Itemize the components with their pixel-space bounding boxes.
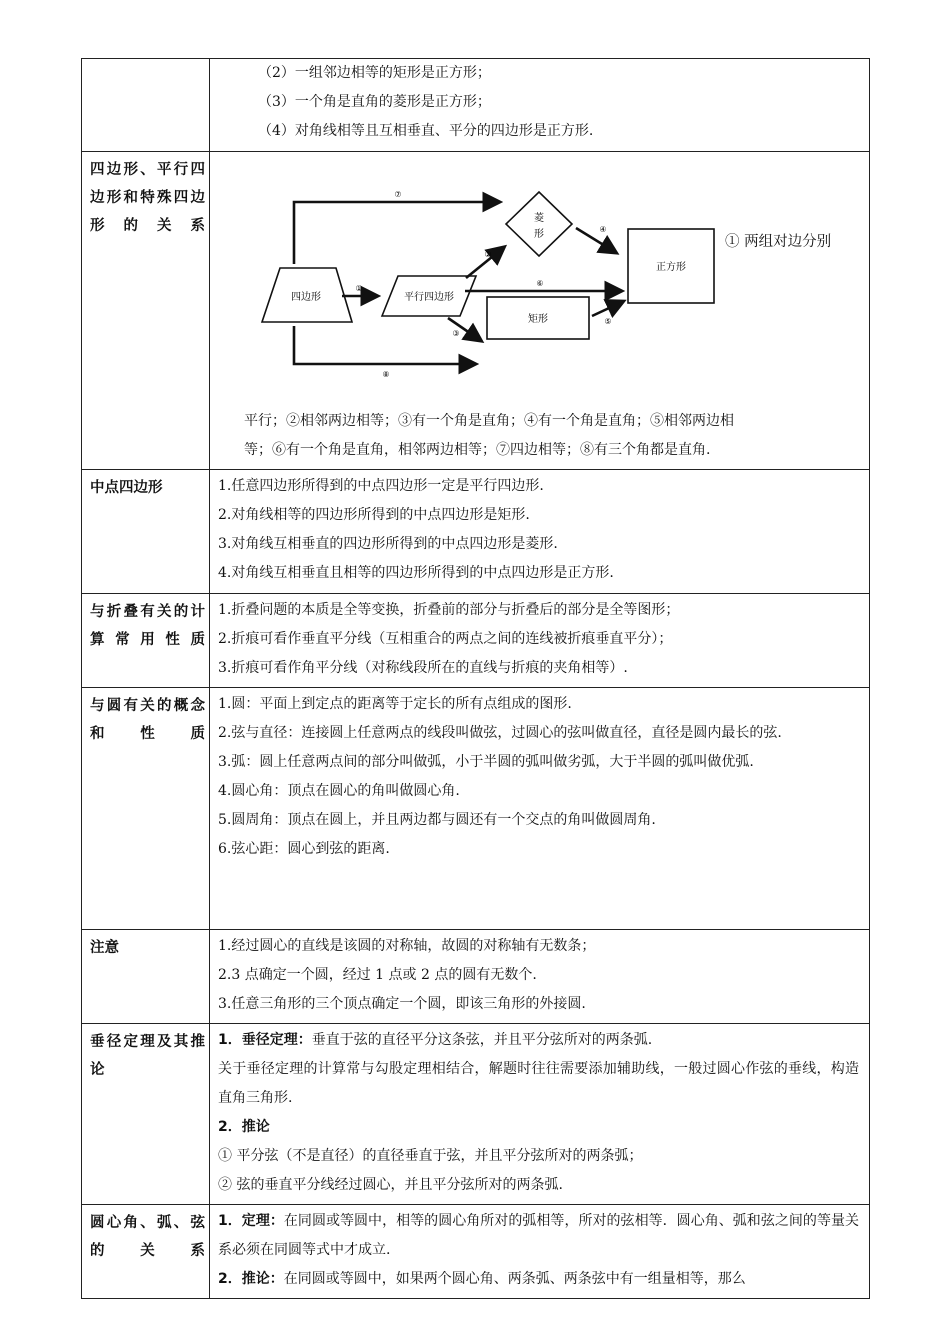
row-content [210, 594, 870, 688]
row-content [210, 1205, 870, 1299]
table-row [82, 470, 870, 594]
row-content [210, 688, 870, 930]
row-content [210, 1024, 870, 1205]
arrow-6-label: ⑥ [536, 279, 544, 288]
list-item: 1.折叠问题的本质是全等变换，折叠前的部分与折叠后的部分是全等图形； [218, 602, 680, 618]
table-row [82, 1205, 870, 1299]
quadrilateral-label: 四边形 [291, 292, 321, 303]
list-item: （4）对角线相等且互相垂直、平分的四边形是正方形. [258, 123, 594, 139]
theorem-body: 在同圆或等圆中，相等的圆心角所对的弧相等，所对的弦相等．圆心角、弧和弦之间的等量关系必须在同圆等式中才成立. [218, 1213, 859, 1258]
list-item: ① 平分弦（不是直径）的直径垂直于弦，并且平分弦所对的两条弧； [218, 1148, 643, 1164]
row-label: 垂径定理及其推论 [82, 1024, 210, 1205]
corollary-body: 在同圆或等圆中，如果两个圆心角、两条弧、两条弦中有一组量相等，那么 [283, 1271, 746, 1287]
row-label: 注意 [82, 930, 210, 1024]
list-item: （2）一组邻边相等的矩形是正方形； [258, 65, 491, 81]
theorem-note: 关于垂径定理的计算常与勾股定理相结合，解题时往往需要添加辅助线，一般过圆心作弦的垂线，构造直角三角形. [218, 1061, 859, 1106]
list-item: 2.对角线相等的四边形所得到的中点四边形是矩形. [218, 507, 530, 523]
rhombus-label-1: 菱 [534, 213, 544, 224]
arrow-2-label: ② [484, 250, 492, 259]
list-item: 2.折痕可看作垂直平分线（互相重合的两点之间的连线被折痕垂直平分）； [218, 631, 673, 647]
list-item: ② 弦的垂直平分线经过圆心，并且平分弦所对的两条弧. [218, 1177, 563, 1193]
list-item: 1.经过圆心的直线是该圆的对称轴，故圆的对称轴有无数条； [218, 938, 596, 954]
corollary-heading: 2．推论： [218, 1271, 284, 1287]
list-item: 3.对角线互相垂直的四边形所得到的中点四边形是菱形. [218, 536, 558, 552]
row-label: 与圆有关的概念和性质 [82, 688, 210, 930]
arrow-5 [592, 302, 622, 316]
corollary-heading: 2．推论 [218, 1119, 270, 1135]
list-item: 3.折痕可看作角平分线（对称线段所在的直线与折痕的夹角相等）. [218, 660, 628, 676]
list-item: （3）一个角是直角的菱形是正方形； [258, 94, 491, 110]
list-item: 3.任意三角形的三个顶点确定一个圆，即该三角形的外接圆. [218, 996, 586, 1012]
rhombus-label-2: 形 [534, 229, 544, 240]
row-label [82, 59, 210, 152]
arrow-8-label: ⑧ [382, 370, 390, 379]
list-item: 平行；②相邻两边相等；③有一个角是直角；④有一个角是直角；⑤相邻两边相 [244, 413, 734, 429]
table-row [82, 1024, 870, 1205]
list-item: 2.弦与直径：连接圆上任意两点的线段叫做弦，过圆心的弦叫做直径，直径是圆内最长的弦. [218, 725, 782, 741]
parallelogram-label: 平行四边形 [404, 292, 454, 303]
row-content [210, 59, 870, 152]
rhombus-shape [506, 192, 572, 256]
table-row [82, 59, 870, 152]
row-label: 与折叠有关的计算常用性质 [82, 594, 210, 688]
arrow-4 [576, 228, 615, 252]
theorem-body: 垂直于弦的直径平分这条弦，并且平分弦所对的两条弧. [311, 1032, 653, 1048]
list-item: 1.圆：平面上到定点的距离等于定长的所有点组成的图形. [218, 696, 572, 712]
row-label: 中点四边形 [82, 470, 210, 594]
arrow-7 [294, 202, 498, 264]
quadrilateral-relation-diagram [210, 152, 869, 407]
arrow-5-label: ⑤ [604, 317, 612, 326]
side-note: ① 两组对边分别 [725, 234, 832, 250]
list-item [218, 1026, 859, 1055]
list-item [218, 1265, 859, 1294]
row-content [210, 930, 870, 1024]
list-item: 等；⑥有一个角是直角，相邻两边相等；⑦四边相等；⑧有三个角都是直角. [244, 442, 711, 458]
arrow-3-label: ③ [452, 329, 460, 338]
arrow-4-label: ④ [599, 225, 607, 234]
knowledge-table [81, 58, 870, 1299]
square-label: 正方形 [656, 262, 686, 273]
relation-diagram-svg [210, 152, 870, 407]
table-row [82, 930, 870, 1024]
table-row [82, 594, 870, 688]
list-item: 5.圆周角：顶点在圆上，并且两边都与圆还有一个交点的角叫做圆周角. [218, 812, 656, 828]
row-label: 四边形、平行四边形和特殊四边形的关系 [82, 152, 210, 470]
list-item: 4.圆心角：顶点在圆心的角叫做圆心角. [218, 783, 460, 799]
table-row [82, 688, 870, 930]
list-item: 2.3 点确定一个圆，经过 1 点或 2 点的圆有无数个. [218, 967, 537, 983]
arrow-7-label: ⑦ [394, 190, 402, 199]
theorem-heading: 1．定理： [218, 1213, 284, 1229]
arrow-1-label: ① [355, 284, 363, 293]
arrow-8 [294, 326, 474, 364]
rectangle-label: 矩形 [528, 314, 548, 325]
table-row [82, 152, 870, 470]
list-item [218, 1207, 859, 1265]
row-content [210, 152, 870, 470]
list-item: 3.弧：圆上任意两点间的部分叫做弧，小于半圆的弧叫做劣弧，大于半圆的弧叫做优弧. [218, 754, 754, 770]
theorem-heading: 1．垂径定理： [218, 1032, 312, 1048]
row-label: 圆心角、弧、弦的关系 [82, 1205, 210, 1299]
row-content [210, 470, 870, 594]
list-item: 6.弦心距：圆心到弦的距离. [218, 841, 390, 857]
list-item: 4.对角线互相垂直且相等的四边形所得到的中点四边形是正方形. [218, 565, 614, 581]
list-item: 1.任意四边形所得到的中点四边形一定是平行四边形. [218, 478, 544, 494]
